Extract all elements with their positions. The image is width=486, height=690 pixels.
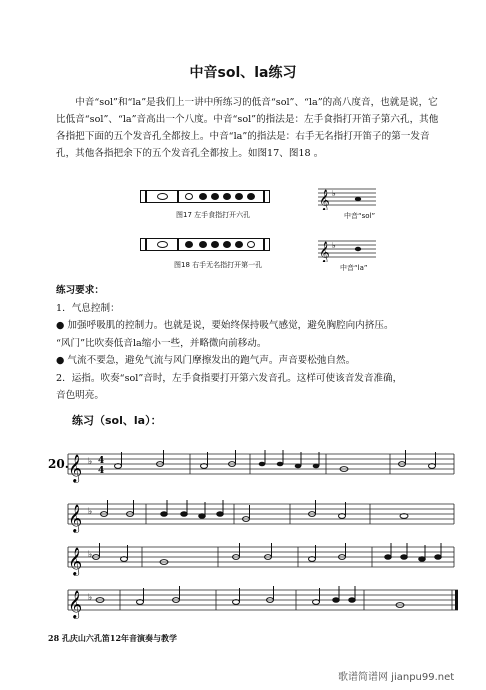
intro-paragraph [56, 94, 442, 162]
svg-text:𝄞: 𝄞 [68, 547, 83, 575]
staff-row-4 [68, 586, 458, 619]
flute-end-mark [145, 191, 147, 202]
svg-text:♭: ♭ [332, 189, 336, 198]
svg-text:♭: ♭ [332, 241, 336, 250]
finger-hole-4 [211, 241, 219, 248]
finger-hole-2 [235, 241, 243, 248]
flute-diagram-17 [140, 190, 270, 203]
staff-row-2 [68, 500, 454, 533]
flute-end-mark [263, 239, 265, 250]
staff-la [318, 238, 378, 262]
time-signature-bottom: 4 [98, 466, 105, 476]
embouchure-hole [157, 193, 168, 200]
finger-hole-5 [199, 193, 207, 200]
embouchure-hole [157, 241, 168, 248]
figure-18-caption: 图18 右手无名指打开第一孔 [174, 261, 263, 269]
requirement-line: 2．运指。吹奏“sol”音时，左手食指要打开第六发音孔。这样可使该音发音准确， [56, 372, 403, 384]
svg-text:𝄞: 𝄞 [68, 454, 83, 482]
figure-17-caption: 图17 左手食指打开六孔 [176, 211, 251, 219]
svg-text:𝄞: 𝄞 [68, 504, 83, 532]
staff-row-3 [68, 543, 454, 576]
finger-hole-2 [235, 193, 243, 200]
requirements-section [56, 282, 446, 405]
requirement-line: 音色明亮。 [56, 390, 104, 401]
svg-text:𝄞: 𝄞 [319, 190, 330, 210]
finger-hole-5 [199, 241, 207, 248]
requirement-line: ● 气流不要急，避免气流与风门摩擦发出的跑气声。声音要松弛自然。 [56, 355, 356, 366]
finger-hole-4 [211, 193, 219, 200]
flute-diagram-18 [140, 238, 270, 251]
finger-hole-1 [247, 193, 255, 200]
page-title: 中音sol、la练习 [189, 65, 297, 81]
flute-end-mark [263, 191, 265, 202]
finger-hole-3 [223, 193, 231, 200]
flute-divider [177, 239, 179, 250]
svg-text:♭: ♭ [88, 507, 93, 517]
svg-text:♭: ♭ [88, 550, 93, 560]
requirements-heading: 练习要求： [56, 285, 104, 296]
svg-text:𝄞: 𝄞 [319, 242, 330, 262]
finger-hole-6 [185, 241, 193, 248]
finger-hole-6-open [185, 193, 193, 200]
requirement-line: ● 加强呼吸肌的控制力。也就是说，要始终保持吸气感觉，避免胸腔向内挤压。 [56, 320, 394, 331]
svg-text:♭: ♭ [88, 457, 93, 467]
exercise-number: 20. [48, 457, 69, 471]
svg-text:♭: ♭ [88, 593, 93, 603]
finger-hole-3 [223, 241, 231, 248]
staff-sol [318, 186, 378, 210]
page-footer: 28 孔庆山六孔笛12年音演奏与教学 [48, 633, 178, 643]
requirement-line: 1．气息控制： [56, 302, 120, 314]
practice-title: 练习（sol、la）： [72, 414, 162, 427]
intro-text: 中音“sol”和“la”是我们上一讲中所练习的低音“sol”、“la”的高八度音，也就是说，它比低音“sol”、“la”音高出一个八度。中音“sol”的指法是：左手食指打开笛子第六孔，其他各指把下面的五个发音孔全都按上。中音“la”的指法是：右手无名指打开笛子的第一发音孔，其他各指把余下的五个发音孔全都按上。如图17、图18 。 [56, 97, 439, 159]
watermark: 歌谱简谱网 jianpu99.net [338, 672, 455, 683]
staff-row-1 [68, 450, 454, 483]
requirement-line: “风门”比吹奏低音la缩小一些，并略微向前移动。 [56, 337, 267, 349]
flute-divider [177, 191, 179, 202]
svg-text:𝄞: 𝄞 [68, 590, 83, 618]
figure-18-note-label: 中音“la” [340, 264, 368, 272]
flute-end-mark [145, 239, 147, 250]
figure-17-note-label: 中音“sol” [344, 212, 376, 220]
time-signature-top: 4 [98, 456, 105, 466]
music-score [0, 440, 486, 620]
finger-hole-1-open [247, 241, 255, 248]
